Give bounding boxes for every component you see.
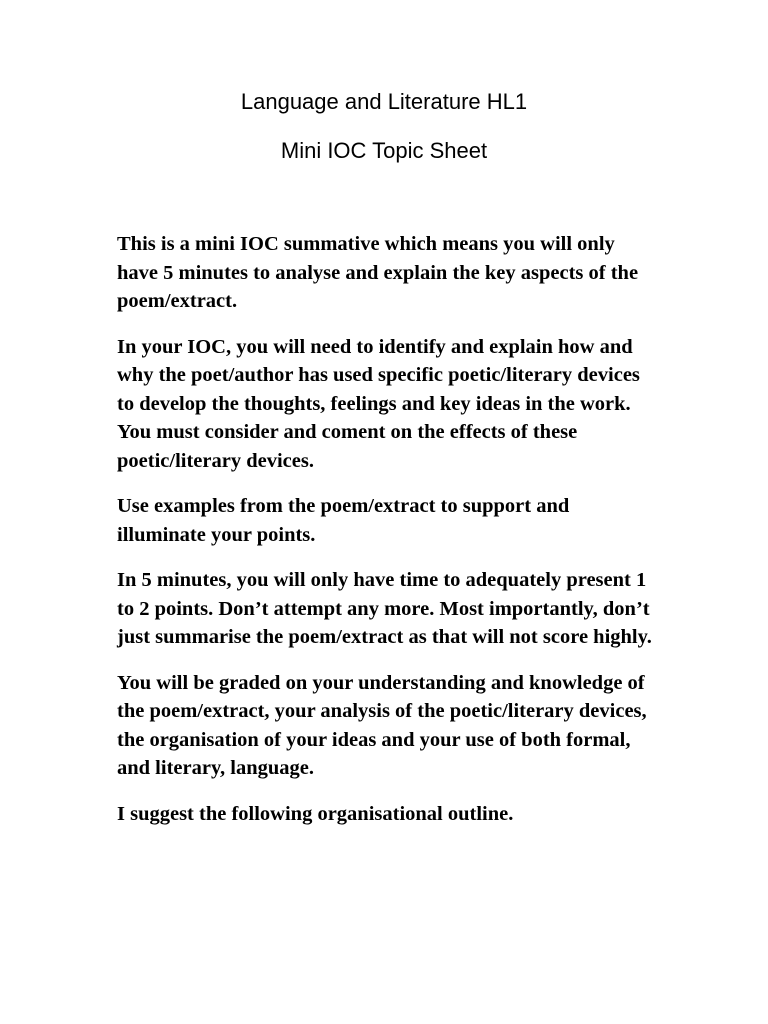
paragraph-intro: This is a mini IOC summative which means you will only have 5 minutes to analyse and explain the key aspects of the poem/extract.: [117, 233, 639, 312]
paragraph-time-advice: In 5 minutes, you will only have time to adequately present 1 to 2 points. Don’t attempt any more. Most importantly, don’t just summarise the poem/extract as that will not score highly.: [117, 569, 652, 648]
document-title: Language and Literature HL1: [240, 89, 528, 114]
paragraph-ioc-requirements: In your IOC, you will need to identify and explain how and why the poet/author has used specific poetic/literary devices to develop the thoughts, feelings and key ideas in the work. You must consider and coment on the effects of these poetic/literary devices.: [117, 335, 640, 472]
paragraph-outline: I suggest the following organisational outline.: [117, 802, 514, 825]
paragraph-examples: Use examples from the poem/extract to support and illuminate your points.: [117, 495, 570, 546]
document-subtitle: Mini IOC Topic Sheet: [280, 138, 488, 163]
document-body: [117, 230, 657, 845]
paragraph-grading: You will be graded on your understanding and knowledge of the poem/extract, your analysis of the poetic/literary devices, the organisation of your ideas and your use of both formal, and literary, language.: [117, 671, 647, 779]
